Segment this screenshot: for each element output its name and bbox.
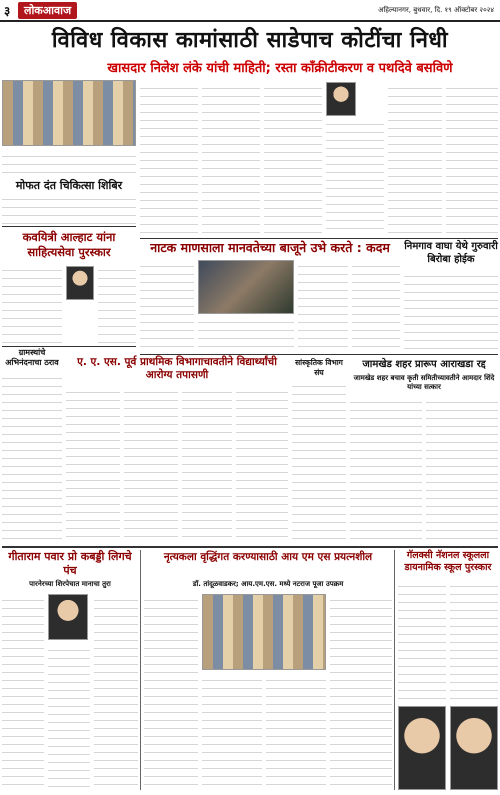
- dance-photo: [202, 594, 326, 670]
- gita-body-col3: [94, 594, 138, 790]
- lead-body-col5: [388, 82, 442, 236]
- lead-body-col2: [202, 82, 260, 236]
- galaxy-photo-1: [398, 706, 446, 790]
- gita-headline: गीताराम पवार प्रो कबड्डी लिगचे पंच: [8, 550, 132, 577]
- poetry-body: [2, 264, 62, 344]
- newspaper-logo: लोकआवाज: [18, 2, 77, 19]
- lead-body-col6: [446, 82, 498, 236]
- school-body-col3: [182, 386, 232, 542]
- lead-body-col1: [140, 82, 198, 236]
- gita-body-col2: [48, 644, 90, 790]
- tiger-body: [404, 270, 498, 352]
- masthead: [0, 0, 500, 22]
- lead-body-col3: [264, 82, 322, 236]
- art-body: [292, 380, 346, 542]
- drama-headline: नाटक माणसाला मानवतेच्या बाजूने उभे करते : कदम: [150, 240, 390, 255]
- dance-headline: नृत्यकला वृद्धिंगत करण्यासाठी आय एम एस प्रयत्नशील: [163, 551, 373, 563]
- galaxy-headline: गॅलक्सी नॅशनल स्कूलला डायनामिक स्कूल पुरस्कार: [404, 550, 492, 573]
- dance-body-col2: [202, 674, 262, 790]
- school-body-col4: [236, 386, 288, 542]
- camp-photo: [2, 80, 136, 146]
- poetry-body-2: [98, 264, 136, 344]
- camp-headline: जामखेड शहर प्रारूप आराखडा रद्द: [362, 359, 486, 370]
- dateline: अहिल्यानगर, बुधवार, दि. १९ ऑक्टोबर २०२४: [378, 6, 494, 14]
- drama-body-col4: [352, 260, 400, 352]
- divider: [2, 346, 136, 347]
- school-headline: ए. ए. एस. पूर्व प्राथमिक विभागाचावतीने विद्यार्थ्यांची आरोग्य तपासणी: [77, 356, 277, 381]
- dance-body-col3: [266, 674, 326, 790]
- divider: [394, 550, 395, 790]
- camp-body: [2, 150, 136, 178]
- divider: [140, 354, 498, 355]
- tiger-headline: निमगाव वाघा येथे गुरुवारी बिरोबा होईक: [404, 241, 498, 265]
- doctor-body: [2, 193, 136, 225]
- dance-subhead: डॉ. तांदूळवाडकर; आय.एम.एस. मध्ये नटराज पूजा उपक्रम: [192, 580, 344, 588]
- galaxy-body-col2: [450, 580, 498, 700]
- camp-body-col2: [426, 396, 498, 542]
- poet-photo: [66, 266, 94, 300]
- camp-body-col1: [350, 396, 422, 542]
- divider: [140, 238, 498, 239]
- gita-photo: [48, 594, 88, 640]
- dance-body-col4: [330, 594, 392, 790]
- felicitation-body: [2, 372, 62, 542]
- drama-photo: [198, 260, 294, 314]
- lead-body-col4: [326, 118, 384, 236]
- poetry-headline: कवयित्री आल्हाट यांना साहित्यसेवा पुरस्कार: [22, 230, 116, 259]
- school-body-col1: [66, 386, 120, 542]
- lead-subhead: खासदार निलेश लंके यांची माहिती; रस्ता काँक्रीटीकरण व पथदिवे बसविणे: [107, 61, 453, 76]
- galaxy-body-col1: [398, 580, 446, 700]
- divider: [2, 546, 498, 548]
- drama-body-col2: [198, 316, 294, 352]
- dance-body-col1: [144, 594, 198, 790]
- page-number: ३: [4, 4, 11, 18]
- doctor-headline: मोफत दंत चिकित्सा शिबिर: [15, 179, 123, 192]
- art-headline: सांस्कृतिक विभाग संघ: [295, 358, 343, 377]
- galaxy-photo-2: [450, 706, 498, 790]
- lead-headline: विविध विकास कामांसाठी साडेपाच कोटींचा निधी: [51, 28, 449, 53]
- camp-subhead: जामखेड शहर बचाव कृती समितीच्यावतीने आमदार शिंदे यांच्या सत्कार: [353, 374, 495, 391]
- gita-subhead: पारनेरच्या शिरपेचात मानाचा तुरा: [29, 580, 111, 588]
- school-body-col2: [124, 386, 178, 542]
- mp-photo: [326, 82, 356, 116]
- divider: [2, 226, 136, 227]
- drama-body-col1: [140, 260, 194, 352]
- drama-body-col3: [298, 260, 348, 352]
- gita-body-col1: [2, 594, 44, 790]
- divider: [140, 550, 141, 790]
- felicitation-headline: ग्रामस्थांचे अभिनंदनाचा ठराव: [5, 348, 59, 367]
